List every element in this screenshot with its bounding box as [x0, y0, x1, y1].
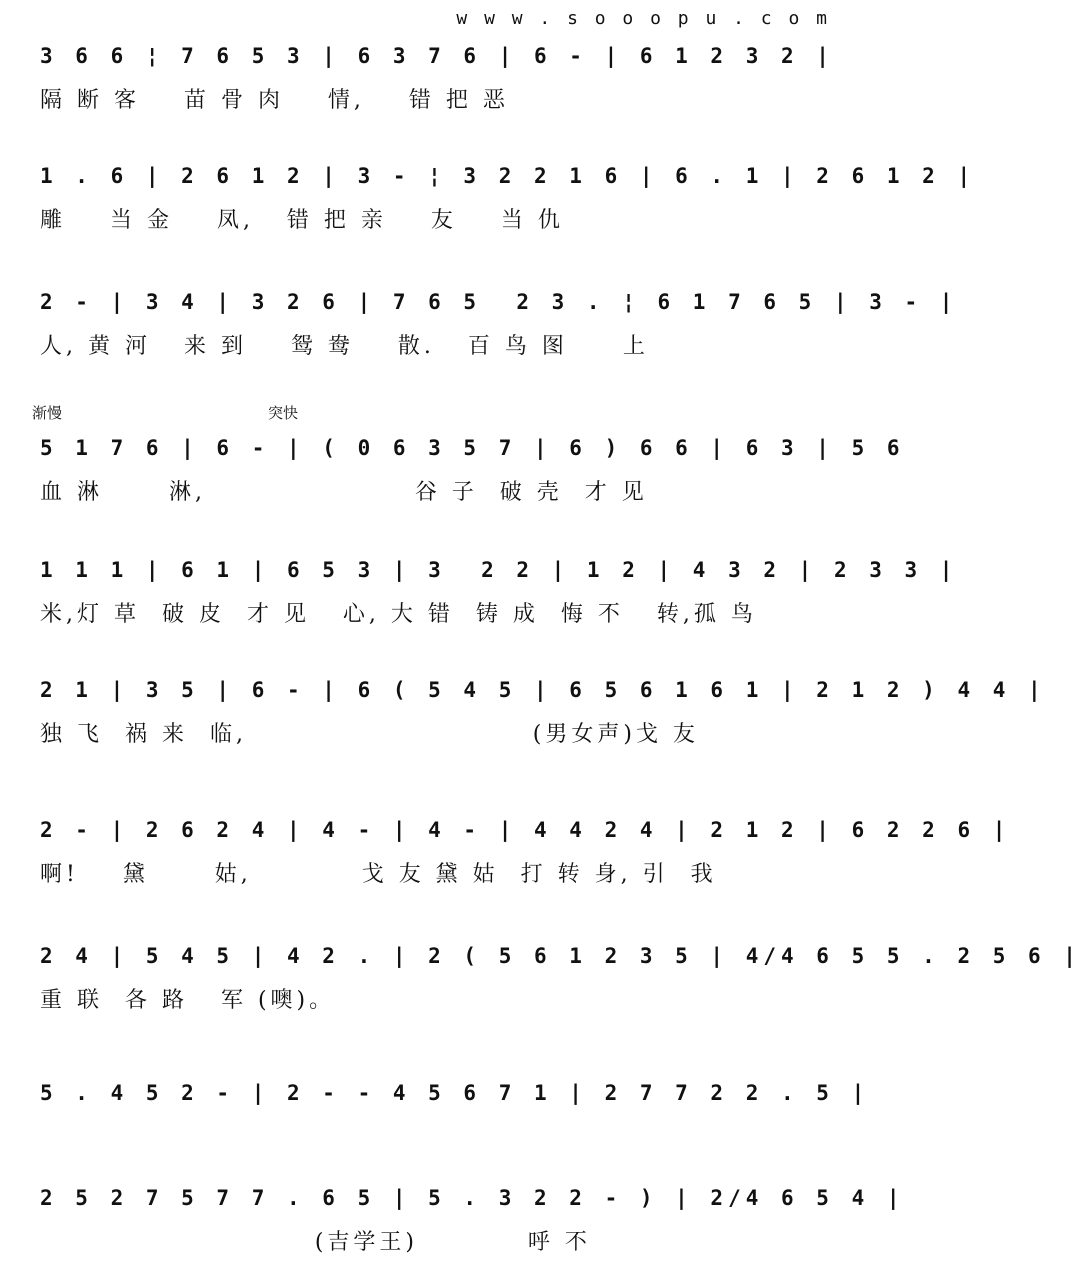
score-row	[32, 404, 905, 530]
notation-line: 2 - | 3 4 | 3 2 6 | 7 6 5 2 3 . ¦ 6 1 7 6 5 | 3 - |	[40, 290, 958, 314]
notation-line: 1 1 1 | 6 1 | 6 5 3 | 3 2 2 | 1 2 | 4 3 2 | 2 3 3 |	[40, 558, 958, 582]
lyric-line: 独 飞 祸 来 临, (男女声)戈 友	[40, 722, 699, 747]
notation-line: 5 1 7 6 | 6 - | ( 0 6 3 5 7 | 6 ) 6 6 | 6 3 | 5 6	[40, 436, 905, 460]
lyric-line: 重 联 各 路 军 (噢)。	[40, 988, 336, 1013]
lyric-line	[40, 1121, 810, 1155]
notation-line: 2 - | 2 6 2 4 | 4 - | 4 - | 4 4 2 4 | 2 1 2 | 6 2 2 6 |	[40, 818, 1011, 842]
notation-line: 5 . 4 5 2 - | 2 - - 4 5 6 7 1 | 2 7 7 2 2 . 5 |	[40, 1081, 870, 1105]
score-row	[40, 158, 976, 258]
score-row	[40, 938, 1081, 1038]
score-row	[40, 38, 834, 138]
score-row	[40, 672, 1046, 772]
score-row	[40, 552, 958, 652]
notation-line: 2 4 | 5 4 5 | 4 2 . | 2 ( 5 6 1 2 3 5 | 4/4 6 5 5 . 2 5 6 |	[40, 944, 1081, 968]
lyric-line: 雕 当 金 凤, 错 把 亲 友 当 仇	[40, 208, 564, 233]
score-row	[40, 284, 958, 384]
site-url: w w w . s o o o p u . c o m	[456, 8, 830, 29]
lyric-line: 血 淋 淋, 谷 子 破 壳 才 见	[40, 480, 648, 505]
tempo-mark-accelerando: 突快	[268, 404, 299, 422]
score-row	[40, 1180, 905, 1280]
notation-line: 3 6 6 ¦ 7 6 5 3 | 6 3 7 6 | 6 - | 6 1 2 3 2 |	[40, 44, 834, 68]
notation-line: 2 5 2 7 5 7 7 . 6 5 | 5 . 3 2 2 - ) | 2/4 6 5 4 |	[40, 1186, 905, 1210]
score-row	[40, 812, 1011, 912]
lyric-line: 啊! 黛 姑, 戈 友 黛 姑 打 转 身, 引 我	[40, 862, 717, 887]
tempo-mark-ritardando: 渐慢	[32, 404, 63, 422]
lyric-line: (吉学王) 呼 不	[40, 1230, 591, 1255]
lyric-line: 隔 断 客 苗 骨 肉 情, 错 把 恶	[40, 88, 509, 113]
lyric-line: 人, 黄 河 来 到 鸳 鸯 散. 百 鸟 图 上	[40, 334, 649, 359]
notation-line: 1 . 6 | 2 6 1 2 | 3 - ¦ 3 2 2 1 6 | 6 . 1 | 2 6 1 2 |	[40, 164, 976, 188]
score-row	[40, 1075, 870, 1175]
notation-line: 2 1 | 3 5 | 6 - | 6 ( 5 4 5 | 6 5 6 1 6 1 | 2 1 2 ) 4 4 |	[40, 678, 1046, 702]
lyric-line: 米,灯 草 破 皮 才 见 心, 大 错 铸 成 悔 不 转,孤 鸟	[40, 602, 757, 627]
